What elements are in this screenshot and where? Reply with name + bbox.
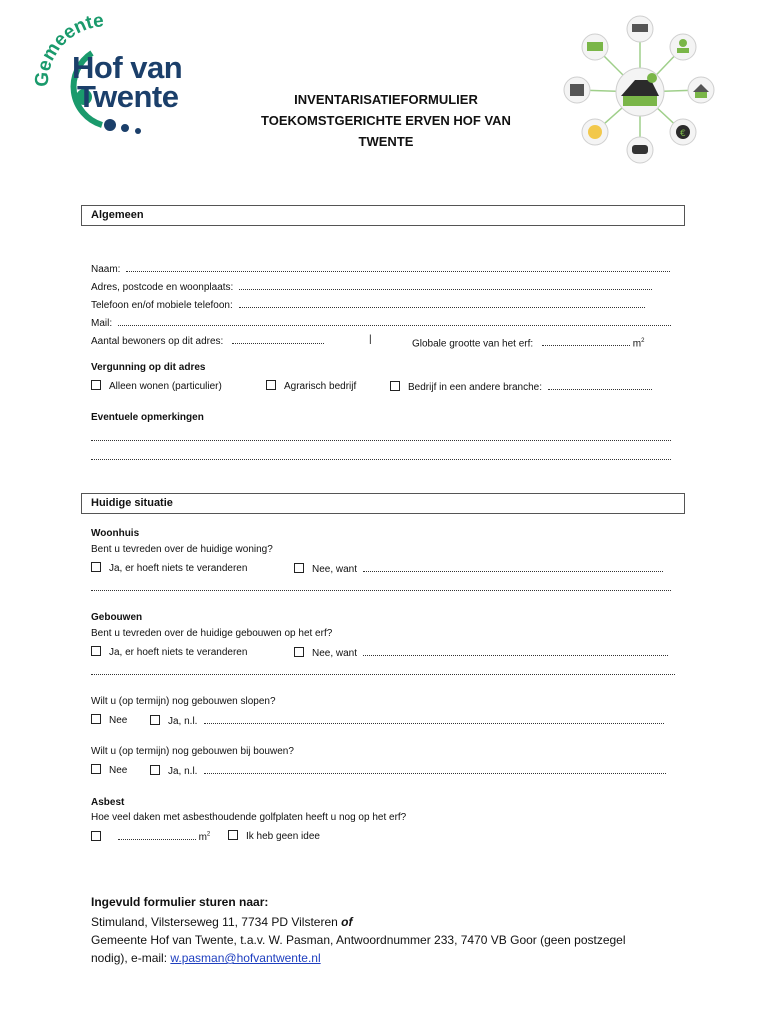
logo-arc-text: Gemeente [31,15,105,88]
checkbox-icon[interactable] [294,647,304,657]
field-telefoon[interactable] [91,298,645,311]
checkbox-icon[interactable] [91,646,101,656]
footer-address-1 [91,913,352,931]
label-telefoon: Telefoon en/of mobiele telefoon: [91,300,233,311]
option-wonen-label: Alleen wonen (particulier) [109,381,222,392]
checkbox-bouwen-ja[interactable] [150,764,666,779]
title-line-2: TOEKOMSTGERICHTE ERVEN HOF VAN [261,113,511,128]
checkbox-branche[interactable] [390,380,652,395]
checkbox-slopen-nee[interactable] [91,714,127,726]
footer-of: of [341,915,353,929]
subheading-gebouwen: Gebouwen [91,612,143,623]
checkbox-asbest-aantal[interactable] [91,830,210,843]
checkbox-icon[interactable] [228,830,238,840]
footer-address-stimuland: Stimuland, Vilsterseweg 11, 7734 PD Vilsteren [91,915,338,929]
option-agrarisch-label: Agrarisch bedrijf [284,381,357,392]
field-separator: | [369,334,372,345]
question-gebouwen: Bent u tevreden over de huidige gebouwen op het erf? [91,628,333,639]
unit-m: m [198,832,207,843]
label-adres: Adres, postcode en woonplaats: [91,282,234,293]
checkbox-icon[interactable] [390,381,400,391]
euro-icon [670,119,696,145]
field-naam[interactable] [91,262,670,275]
option-nee-label: Nee, want [312,648,358,659]
logo-text-twente: Twente [77,79,179,114]
office-building-icon [564,77,590,103]
checkbox-agrarisch[interactable] [266,380,356,394]
checkbox-wonen[interactable] [91,380,222,392]
section-title: Algemeen [91,209,144,221]
option-nee-label: Nee [109,715,128,726]
footer-address-3 [91,949,321,967]
question-slopen: Wilt u (op termijn) nog gebouwen slopen? [91,696,276,707]
opmerkingen-line-2[interactable] [91,459,671,460]
question-asbest: Hoe veel daken met asbesthoudende golfplaten heeft u nog op het erf? [91,812,407,823]
question-woonhuis: Bent u tevreden over de huidige woning? [91,544,273,555]
question-bouwen: Wilt u (op termijn) nog gebouwen bij bouwen? [91,746,294,757]
checkbox-woonhuis-ja[interactable] [91,562,247,574]
option-ja-label: Ja, er hoeft niets te veranderen [109,563,248,574]
label-naam: Naam: [91,264,121,275]
section-header-algemeen [81,205,685,226]
farmland-icon [582,34,608,60]
option-nee-label: Nee [109,765,128,776]
option-geen-idee-label: Ik heb geen idee [246,831,320,842]
checkbox-gebouwen-ja[interactable] [91,646,247,658]
unit-m: m [632,338,642,350]
subheading-asbest: Asbest [91,797,125,808]
footer-address-2: Gemeente Hof van Twente, t.a.v. W. Pasman, Antwoordnummer 233, 7470 VB Goor (geen postzegel [91,933,626,947]
checkbox-icon[interactable] [91,831,101,841]
title-line-1: INVENTARISATIEFORMULIER [294,92,478,107]
field-bewoners[interactable] [91,334,324,347]
subheading-opmerkingen: Eventuele opmerkingen [91,412,204,423]
opmerkingen-line-1[interactable] [91,440,671,441]
checkbox-icon[interactable] [150,715,160,725]
checkbox-icon[interactable] [266,380,276,390]
footer-title: Ingevuld formulier sturen naar: [91,895,269,909]
option-nee-label: Nee, want [312,564,358,575]
farmhouse-icon [616,68,664,116]
woonhuis-line[interactable] [91,590,671,591]
checkbox-icon[interactable] [91,714,101,724]
field-mail[interactable] [91,316,671,329]
checkbox-slopen-ja[interactable] [150,714,664,729]
label-grootte: Globale grootte van het erf: [412,338,534,350]
subheading-vergunning: Vergunning op dit adres [91,362,206,373]
checkbox-icon[interactable] [91,764,101,774]
solar-panel-icon [627,16,653,42]
icon-cluster [555,12,725,167]
field-grootte[interactable] [412,334,644,351]
footer-email-label: nodig), e-mail: [91,951,168,965]
title-line-3: TWENTE [358,134,414,149]
section-header-huidig [81,493,685,514]
option-ja-nl-label: Ja, n.l. [168,766,198,777]
checkbox-icon[interactable] [294,563,304,573]
unit-sup: 2 [641,338,645,344]
checkbox-icon[interactable] [150,765,160,775]
option-ja-nl-label: Ja, n.l. [168,716,198,727]
section-title: Huidige situatie [91,497,173,509]
checkbox-icon[interactable] [91,380,101,390]
checkbox-bouwen-nee[interactable] [91,764,127,776]
email-link[interactable]: w.pasman@hofvantwente.nl [170,951,321,965]
gebouwen-line[interactable] [91,674,675,675]
logo-text-hofvan: Hof van [72,50,183,85]
svg-text:€: € [680,129,686,139]
checkbox-icon[interactable] [91,562,101,572]
page-title [230,89,542,152]
houses-icon [688,77,714,103]
label-bewoners: Aantal bewoners op dit adres: [91,336,224,347]
cow-icon [627,137,653,163]
option-branche-label: Bedrijf in een andere branche: [408,382,542,393]
checkbox-woonhuis-nee[interactable] [294,562,663,577]
option-ja-label: Ja, er hoeft niets te veranderen [109,647,248,658]
checkbox-gebouwen-nee[interactable] [294,646,668,661]
checkbox-asbest-geen-idee[interactable] [228,830,320,844]
unit-sup: 2 [206,831,211,838]
smiley-icon [582,119,608,145]
subheading-woonhuis: Woonhuis [91,528,140,539]
label-mail: Mail: [91,318,113,329]
person-business-icon [670,34,696,60]
field-adres[interactable] [91,280,652,293]
